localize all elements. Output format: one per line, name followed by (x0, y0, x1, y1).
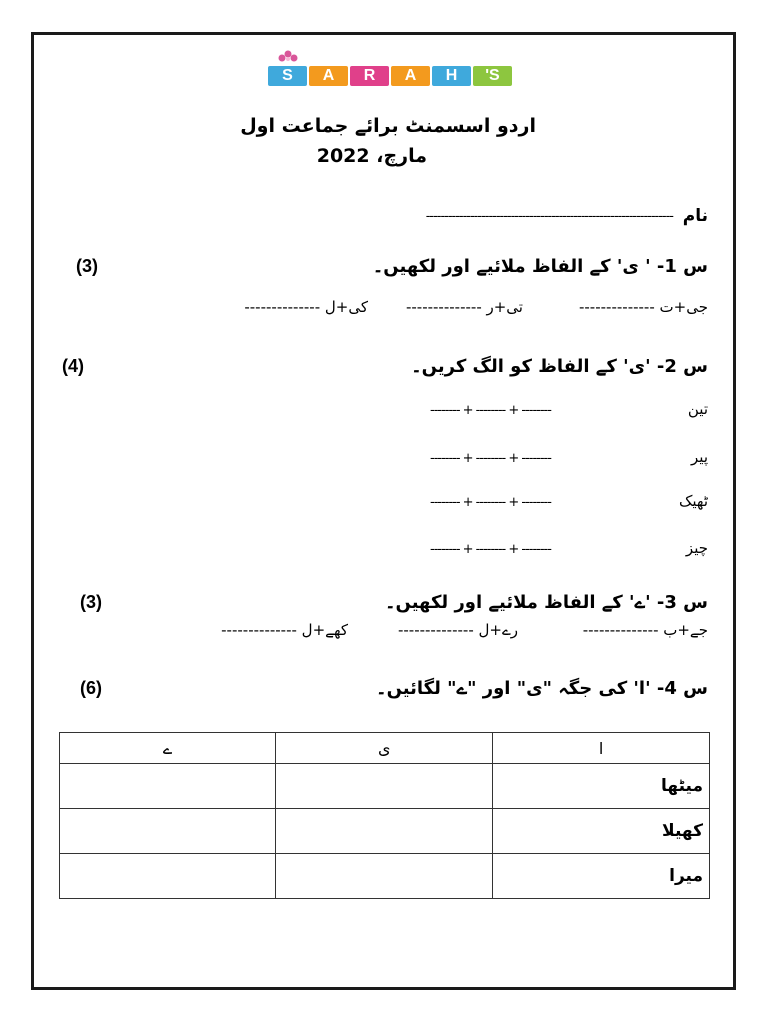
question-1-heading: س 1- ' ی' کے الفاظ ملائیے اور لکھیں۔ (372, 256, 708, 277)
document-date: مارچ، 2022 (316, 145, 427, 167)
question-3-item[interactable]: کھے+ل -------------- (221, 621, 348, 639)
logo-letter: A (309, 66, 348, 86)
question-3-item[interactable]: رے+ل -------------- (397, 621, 518, 639)
question-4-heading: س 4- 'ا' کی جگہ "ی" اور "ے" لگائیں۔ (376, 678, 708, 699)
question-2-word: تین (687, 400, 708, 418)
question-1-item[interactable]: جی+ت -------------- (578, 298, 708, 316)
answer-cell[interactable] (60, 809, 276, 854)
question-1-marks: (3) (76, 256, 98, 276)
table-word: میٹھا (493, 764, 710, 809)
logo-letter: A (391, 66, 430, 86)
answer-cell[interactable] (276, 854, 493, 899)
logo-letter: R (350, 66, 389, 86)
answer-cell[interactable] (276, 764, 493, 809)
question-2-blanks[interactable]: -------- + -------- + -------- (430, 451, 551, 466)
question-2-marks: (4) (62, 356, 84, 376)
logo-letter: H (432, 66, 471, 86)
question-2-word: پیر (691, 448, 708, 466)
logo-letter: S (268, 66, 307, 86)
name-input-line[interactable]: ------------------------------------------------------------------- (425, 209, 673, 224)
table-word: کھیلا (493, 809, 710, 854)
question-2-heading: س 2- 'ی' کے الفاظ کو الگ کریں۔ (411, 356, 708, 377)
question-2-blanks[interactable]: -------- + -------- + -------- (430, 495, 551, 510)
answer-cell[interactable] (276, 809, 493, 854)
table-row (60, 809, 710, 854)
question-3-marks: (3) (80, 592, 102, 612)
table-header-row (60, 733, 710, 764)
table-word: میرا (493, 854, 710, 899)
column-header-alif: ا (493, 733, 710, 764)
question-2-word: چیز (685, 539, 708, 557)
question-3-item[interactable]: جے+ب -------------- (582, 621, 708, 639)
question-2-blanks[interactable]: -------- + -------- + -------- (430, 403, 551, 418)
flower-icon (276, 50, 300, 66)
answer-cell[interactable] (60, 854, 276, 899)
sarahs-logo (268, 50, 516, 90)
question-1-item[interactable]: تی+ر -------------- (405, 298, 523, 316)
document-title: اردو اسسمنٹ برائے جماعت اول (240, 115, 536, 137)
question-4-marks: (6) (80, 678, 102, 698)
column-header-ye: ی (276, 733, 493, 764)
logo-letter: 'S (473, 66, 512, 86)
table-row (60, 764, 710, 809)
question-2-blanks[interactable]: -------- + -------- + -------- (430, 542, 551, 557)
answer-table (59, 732, 710, 899)
name-label: نام (682, 206, 708, 226)
table-row (60, 854, 710, 899)
question-3-heading: س 3- 'ے' کے الفاظ ملائیے اور لکھیں۔ (384, 592, 708, 613)
question-2-word: ٹھیک (678, 492, 708, 510)
question-1-item[interactable]: کی+ل -------------- (244, 298, 368, 316)
answer-cell[interactable] (60, 764, 276, 809)
column-header-ye-barri: ے (60, 733, 276, 764)
